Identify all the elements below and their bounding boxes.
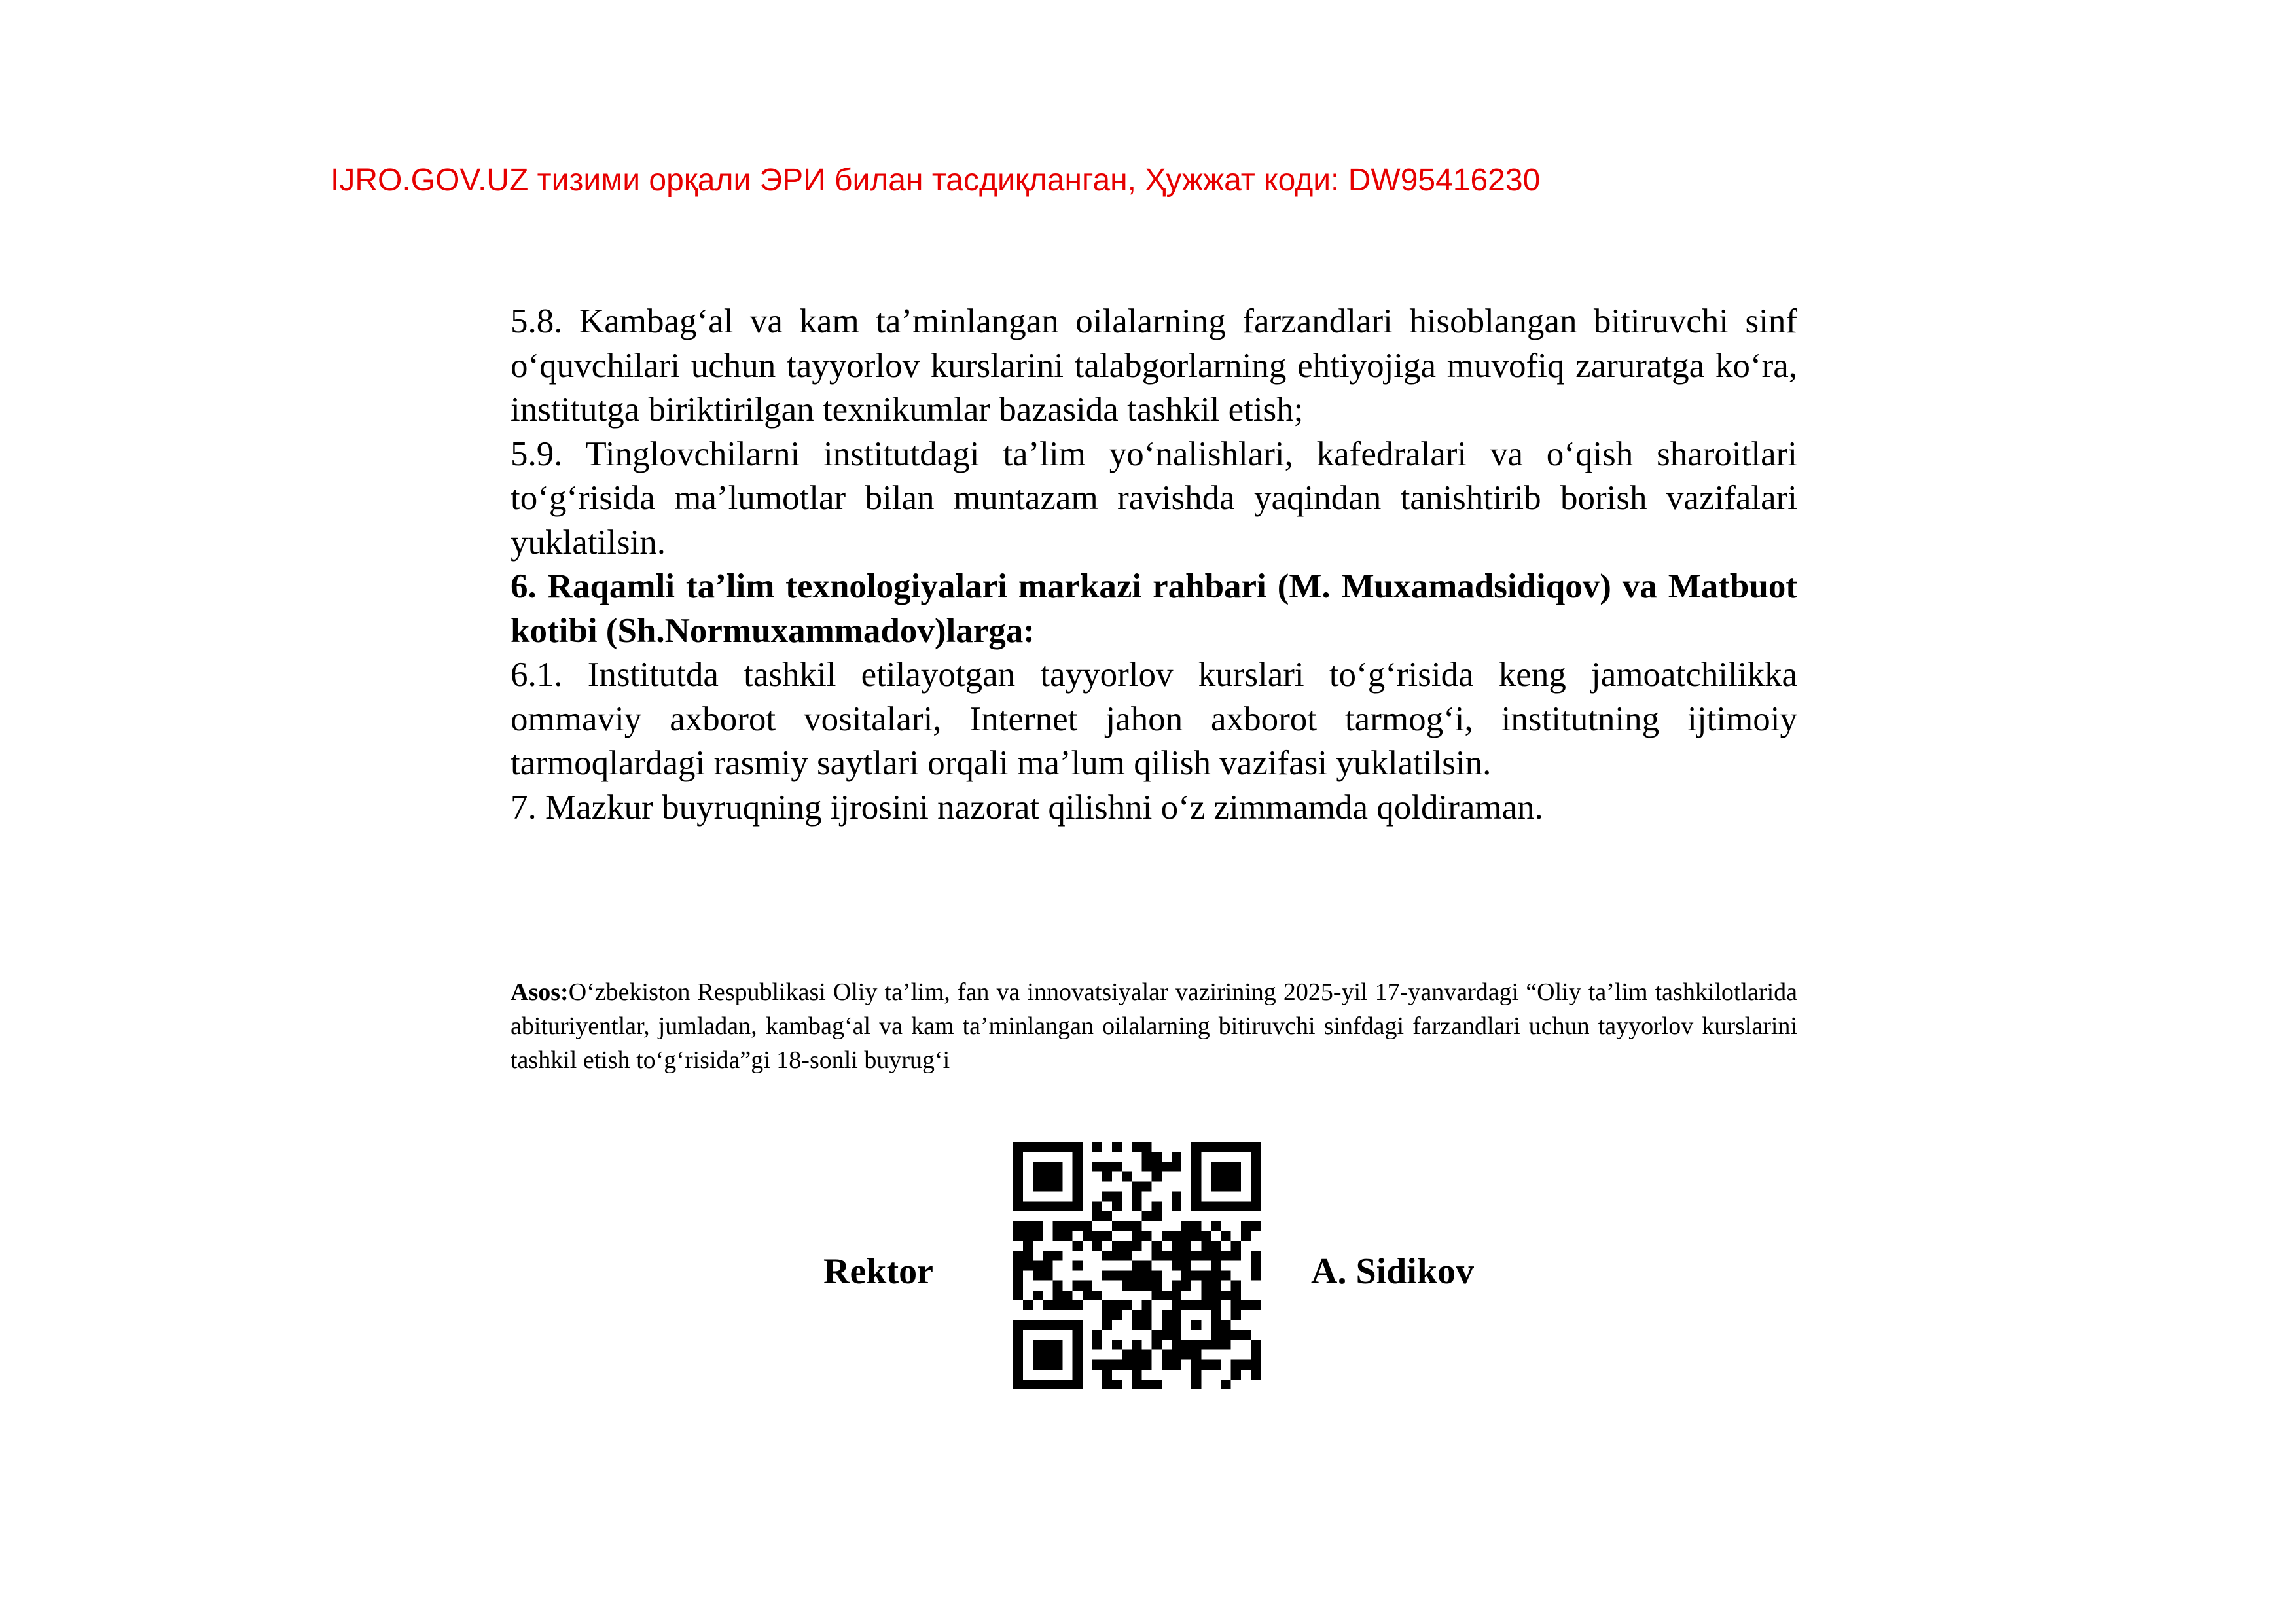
basis-label: Asos: bbox=[511, 978, 569, 1006]
paragraph-7: 7. Mazkur buyruqning ijrosini nazorat qilishni o‘z zimmamda qoldiraman. bbox=[511, 788, 1543, 827]
paragraph-6-1: 6.1. Institutda tashkil etilayotgan tayyorlov kurslari to‘g‘risida keng jamoatchilikka ommaviy axborot vositalari, Internet jahon axborot tarmog‘i, institutning ijtimoiy tarmoqlardagi rasmiy saytlari orqali ma’lum qilish vazifasi yuklatilsin. bbox=[511, 656, 1797, 782]
paragraph-5-8: 5.8. Kambag‘al va kam ta’minlangan oilalarning farzandlari hisoblangan bitiruvchi sinf o‘quvchilari uchun tayyorlov kurslarini talabgorlarning ehtiyojiga muvofiq zaruratga ko‘ra, institutga biriktirilgan texnikumlar bazasida tashkil etish; bbox=[511, 302, 1797, 429]
basis-note bbox=[511, 975, 1797, 1077]
paragraph-5-9: 5.9. Tinglovchilarni institutdagi ta’lim yo‘nalishlari, kafedralari va o‘qish sharoitlari to‘g‘risida ma’lumotlar bilan muntazam ravishda yaqindan tanishtirib borish vazifalari yuklatilsin. bbox=[511, 435, 1797, 562]
signatory-name: A. Sidikov bbox=[1311, 1251, 1474, 1292]
eds-verification-stamp: IJRO.GOV.UZ тизими орқали ЭРИ билан тасдиқланган, Ҳужжат коди: DW95416230 bbox=[331, 163, 1541, 198]
basis-text: O‘zbekiston Respublikasi Oliy ta’lim, fan va innovatsiyalar vazirining 2025-yil 17-yanvardagi “Oliy ta’lim tashkilotlarida abituriyentlar, jumladan, kambag‘al va kam ta’minlangan oilalarning bitiruvchi sinfdagi farzandlari uchun tayyorlov kurslarini tashkil etish to‘g‘risida”gi 18-sonli buyrug‘i bbox=[511, 978, 1797, 1074]
qr-code-icon bbox=[1013, 1142, 1261, 1389]
document-body bbox=[511, 300, 1797, 830]
paragraph-6-heading: 6. Raqamli ta’lim texnologiyalari markazi rahbari (M. Muxamadsidiqov) va Matbuot kotibi (Sh.Normuxammadov)larga: bbox=[511, 567, 1797, 650]
signatory-position: Rektor bbox=[823, 1251, 933, 1292]
